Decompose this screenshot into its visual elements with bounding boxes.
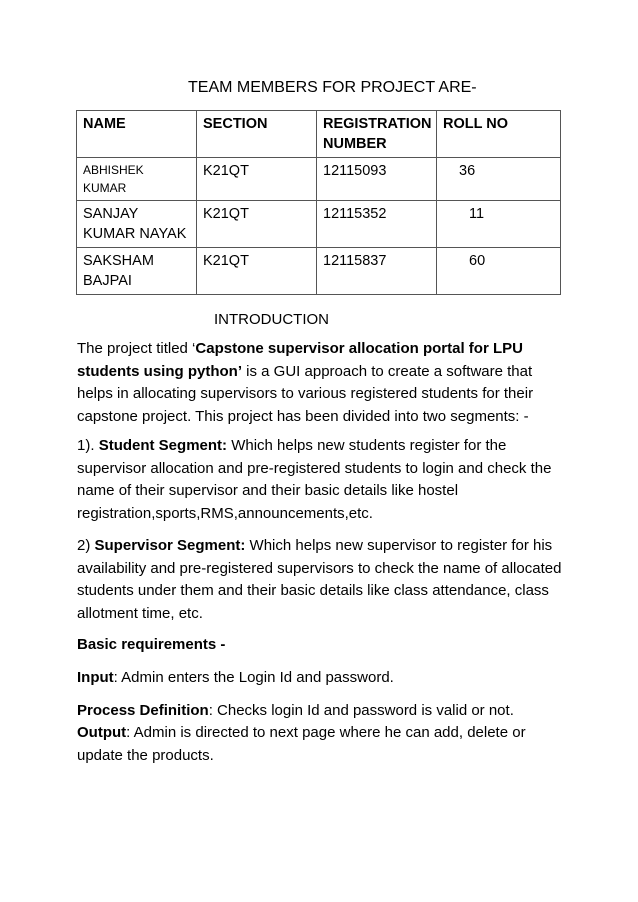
member-registration: 12115352 bbox=[317, 201, 437, 248]
team-members-table bbox=[76, 110, 561, 295]
list-marker: 1). bbox=[77, 437, 99, 454]
process-text: : Checks login Id and password is valid or not. bbox=[208, 702, 514, 719]
introduction-heading: INTRODUCTION bbox=[214, 311, 329, 328]
output-label: Output bbox=[77, 724, 127, 741]
list-marker: 2) bbox=[77, 537, 95, 554]
intro-text: is a GUI approach to create a software that helps in allocating supervisors to various registered students for their capstone project. This project has been divided into two segments: - bbox=[77, 362, 534, 425]
segment-label: Supervisor Segment: bbox=[94, 537, 246, 554]
table-row bbox=[77, 201, 561, 248]
member-registration: 12115093 bbox=[317, 158, 437, 201]
output-line bbox=[77, 722, 567, 767]
table-row bbox=[77, 158, 561, 201]
member-roll-value: 11 bbox=[469, 206, 485, 222]
member-section: K21QT bbox=[197, 158, 317, 201]
process-label: Process Definition bbox=[77, 702, 209, 719]
output-text: : Admin is directed to next page where he can add, delete or update the products. bbox=[77, 724, 526, 764]
requirements-heading bbox=[77, 634, 567, 657]
member-roll bbox=[437, 158, 561, 201]
input-label: Input bbox=[77, 669, 114, 686]
member-section: K21QT bbox=[197, 248, 317, 295]
table-header-row bbox=[77, 111, 561, 158]
requirements-heading-text: Basic requirements - bbox=[77, 636, 226, 653]
supervisor-segment-paragraph bbox=[77, 535, 567, 625]
member-name: SANJAY KUMAR NAYAK bbox=[77, 201, 197, 248]
column-header-section: SECTION bbox=[197, 111, 317, 158]
column-header-name: NAME bbox=[77, 111, 197, 158]
member-roll bbox=[437, 248, 561, 295]
intro-text: The project titled ‘ bbox=[77, 340, 196, 357]
member-section: K21QT bbox=[197, 201, 317, 248]
member-roll bbox=[437, 201, 561, 248]
process-definition-line bbox=[77, 700, 567, 723]
table-row bbox=[77, 248, 561, 295]
member-registration: 12115837 bbox=[317, 248, 437, 295]
member-name: ABHISHEK KUMAR bbox=[77, 158, 197, 201]
member-roll-value: 36 bbox=[459, 163, 476, 179]
column-header-registration: REGISTRATION NUMBER bbox=[317, 111, 437, 158]
segment-text: Which helps new students register for the supervisor allocation and pre-registered students to login and check the name of their supervisor and their basic details like hostel registration,sports,RMS,announcements,etc. bbox=[77, 437, 552, 522]
student-segment-paragraph bbox=[77, 435, 567, 525]
project-title: Capstone supervisor allocation portal for LPU students using python’ bbox=[77, 340, 523, 380]
member-roll-value: 60 bbox=[469, 253, 486, 269]
member-name: SAKSHAM BAJPAI bbox=[77, 248, 197, 295]
segment-text: Which helps new supervisor to register for his availability and pre-registered supervisors to check the name of allocated students under them and their basic details like class attendance, class allotment time, etc. bbox=[77, 537, 562, 622]
input-line bbox=[77, 667, 567, 690]
input-text: : Admin enters the Login Id and password. bbox=[113, 669, 394, 686]
segment-label: Student Segment: bbox=[98, 437, 228, 454]
column-header-roll: ROLL NO bbox=[437, 111, 561, 158]
intro-paragraph bbox=[77, 338, 567, 428]
page-title: TEAM MEMBERS FOR PROJECT ARE- bbox=[188, 79, 477, 96]
